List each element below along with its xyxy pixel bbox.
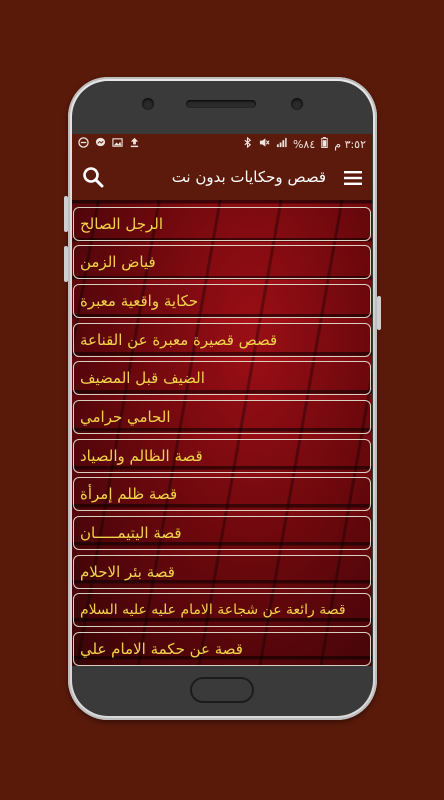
image-icon	[112, 137, 123, 151]
battery-percent: %٨٤	[292, 137, 316, 151]
list-item-title: قصة رائعة عن شجاعة الامام عليه عليه السلام	[80, 602, 346, 618]
bluetooth-icon	[242, 137, 253, 151]
list-item-title: فياض الزمن	[80, 253, 156, 271]
status-bar	[72, 134, 372, 154]
earpiece-speaker	[186, 100, 256, 108]
power-button	[377, 296, 381, 330]
dnd-icon	[78, 137, 89, 151]
list-item-title: الحامي حرامي	[80, 408, 171, 426]
stories-list[interactable]	[72, 200, 372, 666]
list-item[interactable]	[73, 477, 371, 511]
volume-button-lower	[64, 246, 68, 282]
list-item-title: قصة الظالم والصياد	[80, 447, 203, 465]
clock: ٣:٥٢ م	[334, 137, 366, 151]
app-bar	[72, 154, 372, 200]
list-item-title: قصة ظلم إمرأة	[80, 485, 178, 503]
list-item-title: الرجل الصالح	[80, 215, 163, 233]
hamburger-icon[interactable]	[344, 170, 362, 184]
search-icon[interactable]	[82, 166, 104, 188]
app-title: قصص وحكايات بدون نت	[171, 168, 326, 186]
list-item[interactable]	[73, 207, 371, 241]
list-item-title: قصة اليتيمـــــان	[80, 524, 182, 542]
list-item-title: الضيف قبل المضيف	[80, 369, 205, 387]
list-item[interactable]	[73, 593, 371, 627]
list-item[interactable]	[73, 555, 371, 589]
volume-button	[64, 196, 68, 232]
home-button[interactable]	[190, 677, 254, 703]
list-item[interactable]	[73, 516, 371, 550]
list-item[interactable]	[73, 284, 371, 318]
messenger-icon	[95, 137, 106, 151]
sensor	[291, 98, 303, 110]
status-left	[78, 137, 140, 151]
list-item-title: قصة بئر الاحلام	[80, 563, 175, 581]
battery-icon	[321, 137, 328, 151]
list-item[interactable]	[73, 323, 371, 357]
list-item[interactable]	[73, 632, 371, 666]
list-item-title: قصص قصيرة معبرة عن القناعة	[80, 331, 278, 349]
list-item[interactable]	[73, 361, 371, 395]
mute-icon	[259, 137, 270, 151]
status-right	[242, 137, 366, 151]
list-item[interactable]	[73, 439, 371, 473]
front-camera	[142, 98, 154, 110]
list-item[interactable]	[73, 245, 371, 279]
app-screen	[72, 134, 372, 666]
list-item-title: حكاية واقعية معبرة	[80, 292, 199, 310]
list-item[interactable]	[73, 400, 371, 434]
list-item-title: قصة عن حكمة الامام علي	[80, 640, 243, 658]
upload-icon	[129, 137, 140, 151]
signal-icon	[276, 137, 287, 151]
